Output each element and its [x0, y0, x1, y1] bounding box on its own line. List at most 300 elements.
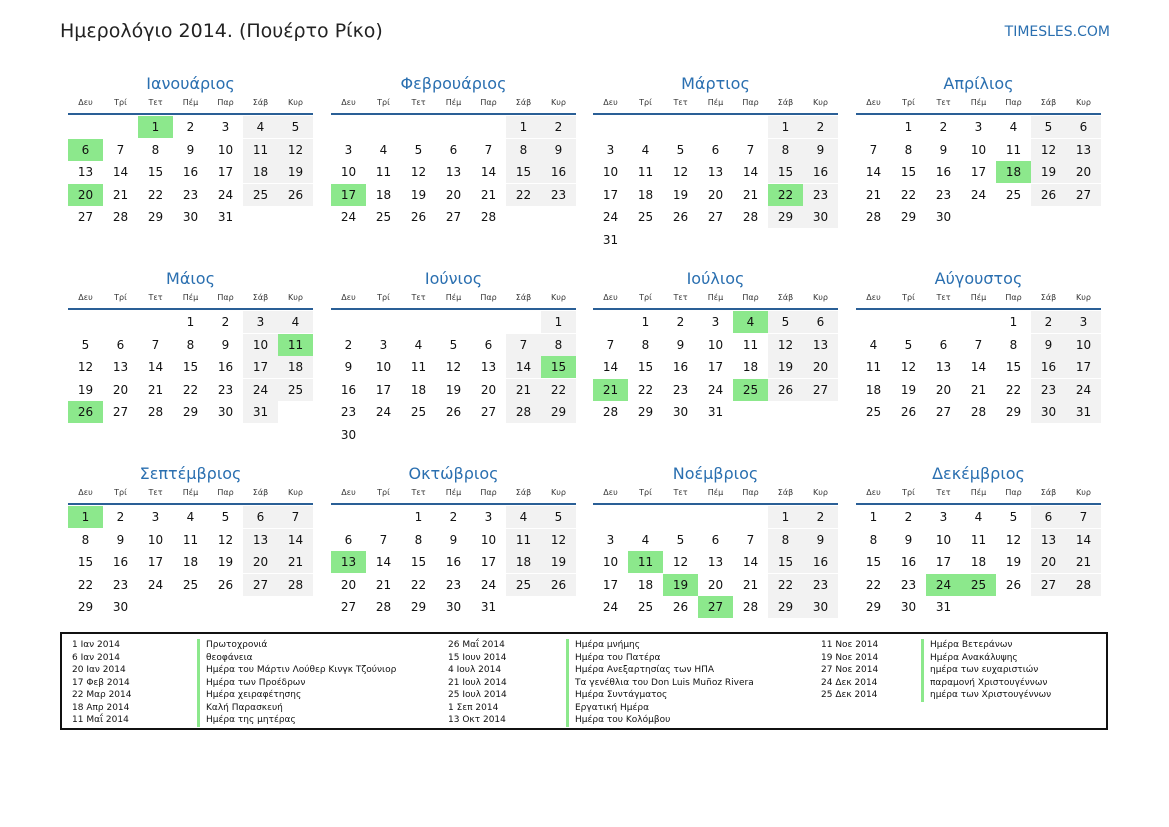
day-cell[interactable]: 2: [904, 510, 913, 524]
day-cell[interactable]: 7: [869, 142, 878, 157]
day-cell[interactable]: 11: [410, 360, 427, 374]
day-cell[interactable]: 1: [414, 510, 423, 524]
day-cell[interactable]: 12: [77, 360, 94, 374]
day-cell[interactable]: 2: [803, 116, 838, 138]
day-cell[interactable]: 7: [606, 337, 615, 352]
day-cell[interactable]: 13: [707, 555, 724, 569]
day-cell[interactable]: 28: [480, 210, 497, 224]
day-cell[interactable]: 19: [217, 555, 234, 569]
day-cell[interactable]: 1: [869, 510, 878, 524]
day-cell[interactable]: 14: [375, 555, 392, 569]
day-cell[interactable]: 3: [1066, 311, 1101, 333]
day-cell[interactable]: 23: [935, 187, 952, 202]
day-cell[interactable]: 28: [742, 600, 759, 614]
day-cell[interactable]: 10: [602, 165, 619, 179]
day-cell-holiday[interactable]: 1: [138, 116, 173, 138]
day-cell[interactable]: 12: [768, 334, 803, 356]
day-cell[interactable]: 31: [217, 210, 234, 224]
day-cell[interactable]: 1: [541, 311, 576, 333]
day-cell[interactable]: 11: [970, 532, 987, 547]
day-cell[interactable]: 4: [869, 337, 878, 352]
day-cell[interactable]: 30: [672, 405, 689, 419]
day-cell[interactable]: 19: [445, 382, 462, 397]
day-cell-holiday[interactable]: 25: [961, 574, 996, 596]
day-cell[interactable]: 13: [707, 165, 724, 179]
day-cell[interactable]: 14: [742, 555, 759, 569]
day-cell[interactable]: 24: [243, 379, 278, 401]
day-cell[interactable]: 26: [768, 379, 803, 401]
day-cell[interactable]: 11: [375, 165, 392, 179]
day-cell-holiday[interactable]: 19: [663, 574, 698, 596]
day-cell[interactable]: 22: [182, 382, 199, 397]
day-cell[interactable]: 24: [602, 600, 619, 614]
day-cell[interactable]: 13: [935, 360, 952, 374]
day-cell[interactable]: 4: [641, 142, 650, 157]
day-cell[interactable]: 16: [541, 161, 576, 183]
day-cell[interactable]: 9: [676, 337, 685, 352]
day-cell[interactable]: 10: [707, 337, 724, 352]
day-cell[interactable]: 3: [221, 120, 230, 134]
day-cell-holiday[interactable]: 25: [733, 379, 768, 401]
day-cell[interactable]: 14: [480, 165, 497, 179]
day-cell-holiday[interactable]: 22: [768, 184, 803, 206]
day-cell[interactable]: 27: [1066, 184, 1101, 206]
day-cell[interactable]: 27: [935, 405, 952, 419]
day-cell[interactable]: 3: [243, 311, 278, 333]
day-cell[interactable]: 21: [375, 577, 392, 592]
day-cell[interactable]: 19: [410, 187, 427, 202]
day-cell[interactable]: 14: [278, 529, 313, 551]
day-cell[interactable]: 16: [900, 555, 917, 569]
day-cell[interactable]: 19: [77, 382, 94, 397]
day-cell[interactable]: 4: [414, 337, 423, 352]
day-cell[interactable]: 3: [974, 120, 983, 134]
day-cell[interactable]: 22: [1005, 382, 1022, 397]
day-cell[interactable]: 6: [711, 532, 720, 547]
day-cell[interactable]: 23: [1031, 379, 1066, 401]
day-cell[interactable]: 13: [803, 334, 838, 356]
day-cell[interactable]: 17: [243, 356, 278, 378]
day-cell[interactable]: 19: [1031, 161, 1066, 183]
day-cell[interactable]: 6: [449, 142, 458, 157]
day-cell[interactable]: 21: [742, 187, 759, 202]
day-cell[interactable]: 31: [1066, 401, 1101, 423]
day-cell[interactable]: 3: [379, 337, 388, 352]
day-cell[interactable]: 21: [112, 187, 129, 202]
day-cell[interactable]: 12: [1005, 532, 1022, 547]
day-cell[interactable]: 11: [243, 139, 278, 161]
day-cell[interactable]: 6: [344, 532, 353, 547]
day-cell[interactable]: 16: [803, 161, 838, 183]
day-cell[interactable]: 5: [1009, 510, 1018, 524]
day-cell[interactable]: 29: [768, 206, 803, 228]
day-cell[interactable]: 24: [340, 210, 357, 224]
day-cell[interactable]: 3: [344, 142, 353, 157]
day-cell[interactable]: 15: [865, 555, 882, 569]
day-cell[interactable]: 14: [506, 356, 541, 378]
day-cell[interactable]: 4: [278, 311, 313, 333]
day-cell[interactable]: 16: [112, 555, 129, 569]
day-cell[interactable]: 8: [81, 532, 90, 547]
day-cell[interactable]: 28: [742, 210, 759, 224]
day-cell[interactable]: 31: [602, 232, 619, 247]
day-cell[interactable]: 14: [112, 165, 129, 179]
day-cell[interactable]: 5: [278, 116, 313, 138]
day-cell[interactable]: 30: [935, 210, 952, 224]
day-cell[interactable]: 17: [970, 165, 987, 179]
day-cell[interactable]: 30: [182, 210, 199, 224]
day-cell[interactable]: 26: [1005, 577, 1022, 592]
day-cell[interactable]: 17: [480, 555, 497, 569]
day-cell[interactable]: 20: [707, 577, 724, 592]
day-cell[interactable]: 18: [865, 382, 882, 397]
day-cell[interactable]: 26: [900, 405, 917, 419]
day-cell[interactable]: 20: [1031, 551, 1066, 573]
day-cell[interactable]: 16: [182, 165, 199, 179]
day-cell[interactable]: 25: [278, 379, 313, 401]
day-cell[interactable]: 30: [340, 427, 357, 442]
day-cell[interactable]: 11: [742, 337, 759, 352]
day-cell[interactable]: 5: [904, 337, 913, 352]
day-cell[interactable]: 6: [803, 311, 838, 333]
day-cell[interactable]: 18: [243, 161, 278, 183]
day-cell[interactable]: 16: [217, 360, 234, 374]
day-cell[interactable]: 25: [637, 210, 654, 224]
day-cell[interactable]: 24: [147, 577, 164, 592]
day-cell[interactable]: 10: [217, 142, 234, 157]
day-cell[interactable]: 26: [217, 577, 234, 592]
day-cell[interactable]: 1: [641, 315, 650, 329]
day-cell[interactable]: 1: [1009, 315, 1018, 329]
day-cell[interactable]: 14: [147, 360, 164, 374]
day-cell[interactable]: 13: [112, 360, 129, 374]
day-cell[interactable]: 25: [243, 184, 278, 206]
day-cell[interactable]: 28: [602, 405, 619, 419]
day-cell[interactable]: 30: [1031, 401, 1066, 423]
day-cell[interactable]: 12: [541, 529, 576, 551]
day-cell[interactable]: 9: [221, 337, 230, 352]
day-cell[interactable]: 27: [480, 405, 497, 419]
day-cell[interactable]: 6: [711, 142, 720, 157]
day-cell[interactable]: 5: [676, 142, 685, 157]
day-cell[interactable]: 7: [1066, 506, 1101, 528]
day-cell[interactable]: 6: [939, 337, 948, 352]
day-cell[interactable]: 25: [506, 574, 541, 596]
day-cell[interactable]: 3: [606, 142, 615, 157]
day-cell[interactable]: 4: [379, 142, 388, 157]
day-cell[interactable]: 10: [147, 532, 164, 547]
day-cell[interactable]: 13: [243, 529, 278, 551]
day-cell[interactable]: 7: [379, 532, 388, 547]
day-cell[interactable]: 21: [480, 187, 497, 202]
day-cell[interactable]: 29: [77, 600, 94, 614]
day-cell[interactable]: 18: [637, 577, 654, 592]
day-cell[interactable]: 26: [672, 600, 689, 614]
day-cell[interactable]: 13: [445, 165, 462, 179]
day-cell[interactable]: 22: [506, 184, 541, 206]
day-cell[interactable]: 15: [637, 360, 654, 374]
day-cell[interactable]: 5: [414, 142, 423, 157]
day-cell[interactable]: 3: [151, 510, 160, 524]
day-cell[interactable]: 18: [637, 187, 654, 202]
day-cell[interactable]: 22: [410, 577, 427, 592]
day-cell[interactable]: 9: [803, 139, 838, 161]
day-cell[interactable]: 5: [81, 337, 90, 352]
day-cell[interactable]: 29: [1005, 405, 1022, 419]
day-cell[interactable]: 6: [1031, 506, 1066, 528]
day-cell[interactable]: 31: [243, 401, 278, 423]
day-cell[interactable]: 24: [217, 187, 234, 202]
day-cell[interactable]: 18: [182, 555, 199, 569]
day-cell[interactable]: 2: [186, 120, 195, 134]
day-cell[interactable]: 27: [707, 210, 724, 224]
day-cell[interactable]: 8: [768, 529, 803, 551]
day-cell[interactable]: 9: [541, 139, 576, 161]
day-cell[interactable]: 19: [1005, 555, 1022, 569]
day-cell[interactable]: 5: [768, 311, 803, 333]
day-cell[interactable]: 15: [410, 555, 427, 569]
day-cell[interactable]: 18: [506, 551, 541, 573]
day-cell[interactable]: 23: [541, 184, 576, 206]
day-cell[interactable]: 23: [672, 382, 689, 397]
day-cell[interactable]: 6: [243, 506, 278, 528]
day-cell-holiday[interactable]: 11: [278, 334, 313, 356]
day-cell[interactable]: 17: [602, 187, 619, 202]
day-cell[interactable]: 16: [803, 551, 838, 573]
day-cell[interactable]: 28: [375, 600, 392, 614]
day-cell[interactable]: 27: [803, 379, 838, 401]
day-cell[interactable]: 23: [182, 187, 199, 202]
day-cell[interactable]: 17: [602, 577, 619, 592]
day-cell[interactable]: 15: [1005, 360, 1022, 374]
day-cell[interactable]: 24: [1066, 379, 1101, 401]
day-cell-holiday[interactable]: 13: [331, 551, 366, 573]
day-cell[interactable]: 19: [672, 187, 689, 202]
day-cell[interactable]: 22: [768, 574, 803, 596]
day-cell[interactable]: 3: [711, 315, 720, 329]
day-cell[interactable]: 2: [116, 510, 125, 524]
day-cell[interactable]: 21: [278, 551, 313, 573]
day-cell[interactable]: 9: [344, 360, 353, 374]
day-cell[interactable]: 5: [541, 506, 576, 528]
day-cell[interactable]: 8: [869, 532, 878, 547]
day-cell[interactable]: 12: [672, 555, 689, 569]
day-cell[interactable]: 7: [506, 334, 541, 356]
day-cell[interactable]: 7: [974, 337, 983, 352]
day-cell[interactable]: 12: [217, 532, 234, 547]
day-cell-holiday[interactable]: 20: [68, 184, 103, 206]
day-cell[interactable]: 25: [182, 577, 199, 592]
day-cell[interactable]: 27: [1031, 574, 1066, 596]
day-cell[interactable]: 10: [375, 360, 392, 374]
day-cell[interactable]: 23: [803, 184, 838, 206]
day-cell[interactable]: 28: [970, 405, 987, 419]
day-cell[interactable]: 25: [410, 405, 427, 419]
day-cell[interactable]: 5: [676, 532, 685, 547]
day-cell-holiday[interactable]: 17: [331, 184, 366, 206]
day-cell[interactable]: 8: [904, 142, 913, 157]
day-cell[interactable]: 15: [900, 165, 917, 179]
day-cell[interactable]: 7: [746, 142, 755, 157]
day-cell[interactable]: 15: [77, 555, 94, 569]
day-cell[interactable]: 27: [445, 210, 462, 224]
day-cell[interactable]: 17: [707, 360, 724, 374]
day-cell[interactable]: 9: [904, 532, 913, 547]
day-cell[interactable]: 21: [865, 187, 882, 202]
day-cell[interactable]: 29: [900, 210, 917, 224]
day-cell[interactable]: 29: [637, 405, 654, 419]
day-cell[interactable]: 3: [606, 532, 615, 547]
day-cell[interactable]: 29: [768, 596, 803, 618]
day-cell[interactable]: 24: [707, 382, 724, 397]
day-cell[interactable]: 9: [449, 532, 458, 547]
day-cell[interactable]: 2: [449, 510, 458, 524]
day-cell-holiday[interactable]: 1: [68, 506, 103, 528]
day-cell[interactable]: 14: [970, 360, 987, 374]
day-cell[interactable]: 5: [449, 337, 458, 352]
day-cell[interactable]: 9: [939, 142, 948, 157]
day-cell[interactable]: 10: [935, 532, 952, 547]
day-cell[interactable]: 14: [602, 360, 619, 374]
day-cell[interactable]: 26: [1031, 184, 1066, 206]
day-cell[interactable]: 16: [340, 382, 357, 397]
day-cell[interactable]: 12: [1031, 139, 1066, 161]
day-cell[interactable]: 12: [410, 165, 427, 179]
site-link[interactable]: TIMESLES.COM: [1004, 24, 1110, 40]
day-cell[interactable]: 13: [480, 360, 497, 374]
day-cell[interactable]: 18: [375, 187, 392, 202]
day-cell[interactable]: 18: [410, 382, 427, 397]
day-cell[interactable]: 16: [672, 360, 689, 374]
day-cell[interactable]: 20: [803, 356, 838, 378]
day-cell[interactable]: 17: [935, 555, 952, 569]
day-cell[interactable]: 15: [768, 161, 803, 183]
day-cell[interactable]: 26: [541, 574, 576, 596]
day-cell[interactable]: 20: [112, 382, 129, 397]
day-cell[interactable]: 23: [803, 574, 838, 596]
day-cell[interactable]: 16: [445, 555, 462, 569]
day-cell[interactable]: 25: [1005, 187, 1022, 202]
day-cell[interactable]: 20: [1066, 161, 1101, 183]
day-cell[interactable]: 30: [803, 596, 838, 618]
day-cell[interactable]: 18: [970, 555, 987, 569]
day-cell[interactable]: 7: [484, 142, 493, 157]
day-cell[interactable]: 28: [865, 210, 882, 224]
day-cell[interactable]: 7: [151, 337, 160, 352]
day-cell-holiday[interactable]: 6: [68, 139, 103, 161]
day-cell[interactable]: 19: [278, 161, 313, 183]
day-cell[interactable]: 26: [445, 405, 462, 419]
day-cell[interactable]: 17: [375, 382, 392, 397]
day-cell[interactable]: 11: [182, 532, 199, 547]
day-cell[interactable]: 8: [541, 334, 576, 356]
day-cell[interactable]: 13: [77, 165, 94, 179]
day-cell[interactable]: 4: [974, 510, 983, 524]
day-cell[interactable]: 17: [147, 555, 164, 569]
day-cell[interactable]: 19: [900, 382, 917, 397]
day-cell[interactable]: 15: [182, 360, 199, 374]
day-cell[interactable]: 29: [865, 600, 882, 614]
day-cell[interactable]: 18: [278, 356, 313, 378]
day-cell[interactable]: 29: [182, 405, 199, 419]
day-cell-holiday[interactable]: 24: [926, 574, 961, 596]
day-cell[interactable]: 14: [742, 165, 759, 179]
day-cell[interactable]: 16: [935, 165, 952, 179]
day-cell[interactable]: 20: [340, 577, 357, 592]
day-cell[interactable]: 2: [1031, 311, 1066, 333]
day-cell[interactable]: 2: [344, 337, 353, 352]
day-cell-holiday[interactable]: 18: [996, 161, 1031, 183]
day-cell[interactable]: 23: [112, 577, 129, 592]
day-cell[interactable]: 24: [970, 187, 987, 202]
day-cell[interactable]: 10: [340, 165, 357, 179]
day-cell[interactable]: 30: [803, 206, 838, 228]
day-cell[interactable]: 1: [904, 120, 913, 134]
day-cell[interactable]: 8: [1009, 337, 1018, 352]
day-cell[interactable]: 15: [506, 161, 541, 183]
day-cell-holiday[interactable]: 21: [593, 379, 628, 401]
day-cell[interactable]: 1: [768, 506, 803, 528]
day-cell[interactable]: 8: [414, 532, 423, 547]
day-cell[interactable]: 5: [1031, 116, 1066, 138]
day-cell[interactable]: 25: [637, 600, 654, 614]
day-cell[interactable]: 22: [147, 187, 164, 202]
day-cell[interactable]: 11: [506, 529, 541, 551]
day-cell[interactable]: 29: [410, 600, 427, 614]
day-cell[interactable]: 25: [375, 210, 392, 224]
day-cell[interactable]: 7: [278, 506, 313, 528]
day-cell[interactable]: 4: [243, 116, 278, 138]
day-cell[interactable]: 30: [445, 600, 462, 614]
day-cell[interactable]: 13: [1031, 529, 1066, 551]
day-cell[interactable]: 20: [935, 382, 952, 397]
day-cell-holiday[interactable]: 26: [68, 401, 103, 423]
day-cell[interactable]: 2: [676, 315, 685, 329]
day-cell[interactable]: 2: [803, 506, 838, 528]
day-cell[interactable]: 10: [480, 532, 497, 547]
day-cell[interactable]: 22: [637, 382, 654, 397]
day-cell[interactable]: 26: [278, 184, 313, 206]
day-cell[interactable]: 22: [900, 187, 917, 202]
day-cell[interactable]: 6: [1066, 116, 1101, 138]
day-cell[interactable]: 11: [1005, 142, 1022, 157]
day-cell[interactable]: 30: [217, 405, 234, 419]
day-cell[interactable]: 22: [541, 379, 576, 401]
day-cell[interactable]: 19: [541, 551, 576, 573]
day-cell[interactable]: 23: [217, 382, 234, 397]
day-cell[interactable]: 20: [445, 187, 462, 202]
day-cell[interactable]: 7: [746, 532, 755, 547]
day-cell[interactable]: 21: [147, 382, 164, 397]
day-cell[interactable]: 19: [768, 356, 803, 378]
day-cell[interactable]: 28: [1066, 574, 1101, 596]
day-cell[interactable]: 10: [243, 334, 278, 356]
day-cell[interactable]: 31: [480, 600, 497, 614]
day-cell[interactable]: 12: [672, 165, 689, 179]
day-cell[interactable]: 22: [865, 577, 882, 592]
day-cell[interactable]: 28: [112, 210, 129, 224]
day-cell[interactable]: 30: [112, 600, 129, 614]
day-cell[interactable]: 12: [278, 139, 313, 161]
day-cell-holiday[interactable]: 15: [541, 356, 576, 378]
day-cell[interactable]: 1: [768, 116, 803, 138]
day-cell[interactable]: 17: [217, 165, 234, 179]
day-cell[interactable]: 18: [742, 360, 759, 374]
day-cell[interactable]: 28: [147, 405, 164, 419]
day-cell[interactable]: 20: [480, 382, 497, 397]
day-cell[interactable]: 2: [541, 116, 576, 138]
day-cell[interactable]: 8: [641, 337, 650, 352]
